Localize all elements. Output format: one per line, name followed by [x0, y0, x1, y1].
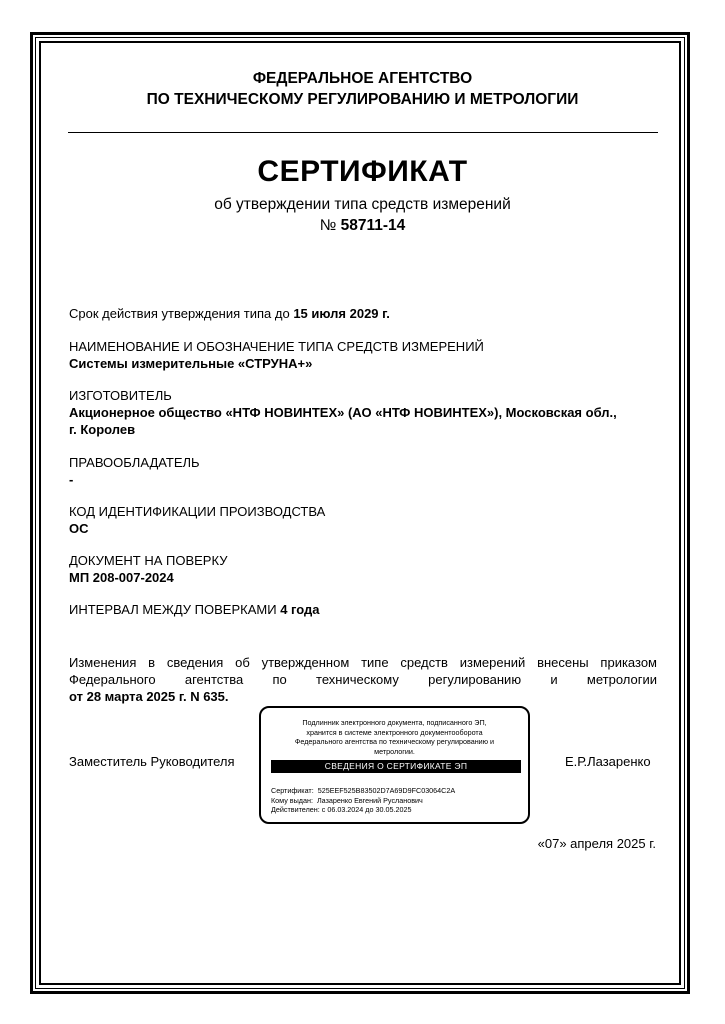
- interval-section: [69, 601, 659, 618]
- header-divider: [68, 132, 658, 133]
- interval-label: ИНТЕРВАЛ МЕЖДУ ПОВЕРКАМИ: [69, 602, 281, 617]
- type-name-label: НАИМЕНОВАНИЕ И ОБОЗНАЧЕНИЕ ТИПА СРЕДСТВ ИЗМЕРЕНИЙ: [69, 339, 484, 354]
- amendments-section: [69, 654, 657, 705]
- stamp-certificate-row: [271, 786, 521, 796]
- signatory-name: Е.Р.Лазаренко: [565, 754, 651, 769]
- stamp-details: [271, 786, 521, 815]
- interval-value: 4 года: [280, 602, 320, 617]
- manufacturer-label: ИЗГОТОВИТЕЛЬ: [69, 388, 172, 403]
- stamp-header-bar: СВЕДЕНИЯ О СЕРТИФИКАТЕ ЭП: [271, 760, 521, 773]
- certificate-number: [0, 217, 725, 235]
- stamp-certificate-value: 525EEF525B83502D7A69D9FC03064C2A: [317, 786, 456, 795]
- agency-name: [0, 68, 725, 110]
- electronic-signature-stamp: [259, 706, 530, 824]
- production-code-value: ОС: [69, 521, 89, 536]
- verification-doc-section: [69, 552, 659, 586]
- certificate-title: СЕРТИФИКАТ: [257, 155, 468, 188]
- amendments-line-1: Изменения в сведения об утвержденном типе средств измерений внесены приказом: [69, 655, 657, 670]
- certificate-subtitle: об утверждении типа средств измерений: [214, 196, 511, 213]
- stamp-issued-row: [271, 796, 521, 806]
- validity-section: [69, 305, 659, 322]
- amendments-line-2: Федерального агентства по техническому регулированию и метрологии: [69, 672, 657, 687]
- production-code-section: [69, 503, 659, 537]
- verification-doc-label: ДОКУМЕНТ НА ПОВЕРКУ: [69, 553, 228, 568]
- agency-line-2: ПО ТЕХНИЧЕСКОМУ РЕГУЛИРОВАНИЮ И МЕТРОЛОГИИ: [146, 91, 579, 108]
- type-name-value: Системы измерительные «СТРУНА+»: [69, 356, 313, 371]
- stamp-note-line-2: хранится в системе электронного документооборота: [306, 727, 483, 737]
- validity-value: 15 июля 2029 г.: [293, 306, 390, 321]
- manufacturer-value-line-2: г. Королев: [69, 422, 136, 437]
- manufacturer-value-line-1: Акционерное общество «НТФ НОВИНТЕХ» (АО «НТФ НОВИНТЕХ»), Московская обл.,: [69, 405, 617, 420]
- stamp-valid-value: с 06.03.2024 до 30.05.2025: [321, 805, 412, 814]
- agency-line-1: ФЕДЕРАЛЬНОЕ АГЕНТСТВО: [252, 70, 473, 87]
- production-code-label: КОД ИДЕНТИФИКАЦИИ ПРОИЗВОДСТВА: [69, 504, 326, 519]
- stamp-note: [271, 718, 518, 756]
- stamp-note-line-4: метрологии.: [374, 746, 415, 756]
- signatory-role: Заместитель Руководителя: [69, 754, 235, 769]
- stamp-issued-value: Лазаренко Евгений Русланович: [316, 795, 423, 805]
- holder-label: ПРАВООБЛАДАТЕЛЬ: [69, 455, 200, 470]
- holder-value: -: [69, 472, 74, 487]
- stamp-note-line-1: Подлинник электронного документа, подписанного ЭП,: [302, 718, 487, 727]
- number-prefix: №: [319, 217, 341, 234]
- validity-label: Срок действия утверждения типа до: [69, 306, 294, 321]
- manufacturer-section: [69, 387, 659, 438]
- issue-date: «07» апреля 2025 г.: [537, 836, 656, 851]
- stamp-valid-label: Действителен:: [271, 805, 320, 814]
- amendments-line-3: от 28 марта 2025 г. N 635.: [69, 689, 229, 704]
- number-value: 58711-14: [340, 217, 406, 234]
- stamp-certificate-label: Сертификат:: [271, 786, 314, 795]
- verification-doc-value: МП 208-007-2024: [69, 570, 174, 585]
- stamp-valid-row: [271, 805, 521, 815]
- stamp-note-line-3: Федерального агентства по техническому регулированию и: [294, 737, 495, 746]
- stamp-issued-label: Кому выдан:: [271, 795, 313, 805]
- holder-section: [69, 454, 659, 488]
- type-name-section: [69, 338, 659, 372]
